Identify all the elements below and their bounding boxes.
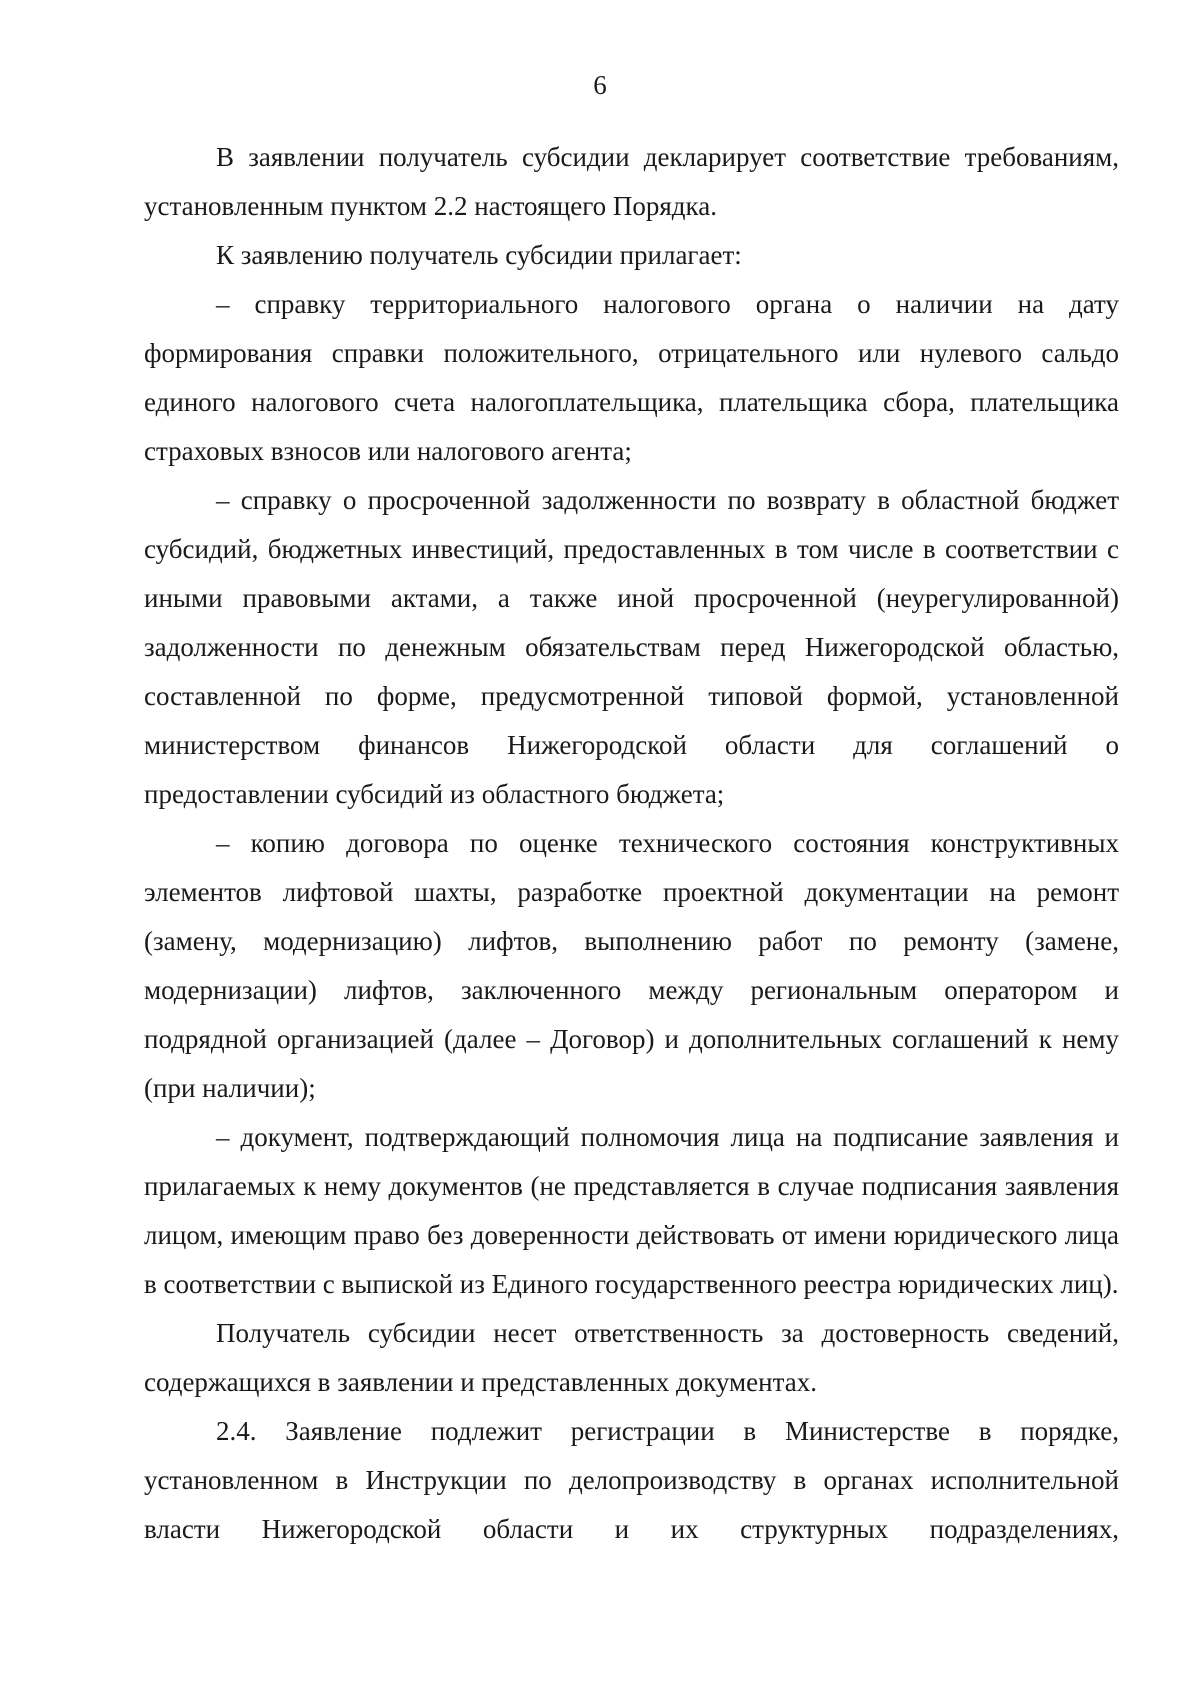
paragraph-responsibility: Получатель субсидии несет ответственность за достоверность сведений, содержащихся в заявлении и представленных документах. — [144, 1318, 1119, 1397]
paragraph-tax-certificate: – справку территориального налогового органа о наличии на дату формирования справки положительного, отрицательного или нулевого сальдо единого налогового счета налогоплательщика, плательщика сбора, плательщика страховых взносов или налогового агента; — [144, 289, 1119, 466]
paragraph-attachments-intro: К заявлению получатель субсидии прилагает: — [216, 240, 742, 270]
paragraph-section-2-4: 2.4. Заявление подлежит регистрации в Министерстве в порядке, установленном в Инструкции по делопроизводству в органах исполнительной власти Нижегородской области и их структурных подразделениях, — [144, 1416, 1119, 1544]
page-number: 6 — [593, 70, 607, 100]
paragraph-declaration: В заявлении получатель субсидии декларирует соответствие требованиям, установленным пунктом 2.2 настоящего Порядка. — [144, 142, 1119, 221]
paragraph-authority-document: – документ, подтверждающий полномочия лица на подписание заявления и прилагаемых к нему документов (не представляется в случае подписания заявления лицом, имеющим право без доверенности действовать от имени юридического лица в соответствии с выпиской из Единого государственного реестра юридических лиц). — [144, 1122, 1119, 1299]
document-body — [144, 133, 1119, 1554]
paragraph-debt-certificate: – справку о просроченной задолженности по возврату в областной бюджет субсидий, бюджетных инвестиций, предоставленных в том числе в соответствии с иными правовыми актами, а также иной просроченной (неурегулированной) задолженности по денежным обязательствам перед Нижегородской областью, составленной по форме, предусмотренной типовой формой, установленной министерством финансов Нижегородской области для соглашений о предоставлении субсидий из областного бюджета; — [144, 485, 1119, 809]
paragraph-contract-copy: – копию договора по оценке технического состояния конструктивных элементов лифтовой шахты, разработке проектной документации на ремонт (замену, модернизацию) лифтов, выполнению работ по ремонту (замене, модернизации) лифтов, заключенного между региональным оператором и подрядной организацией (далее – Договор) и дополнительных соглашений к нему (при наличии); — [144, 828, 1119, 1103]
